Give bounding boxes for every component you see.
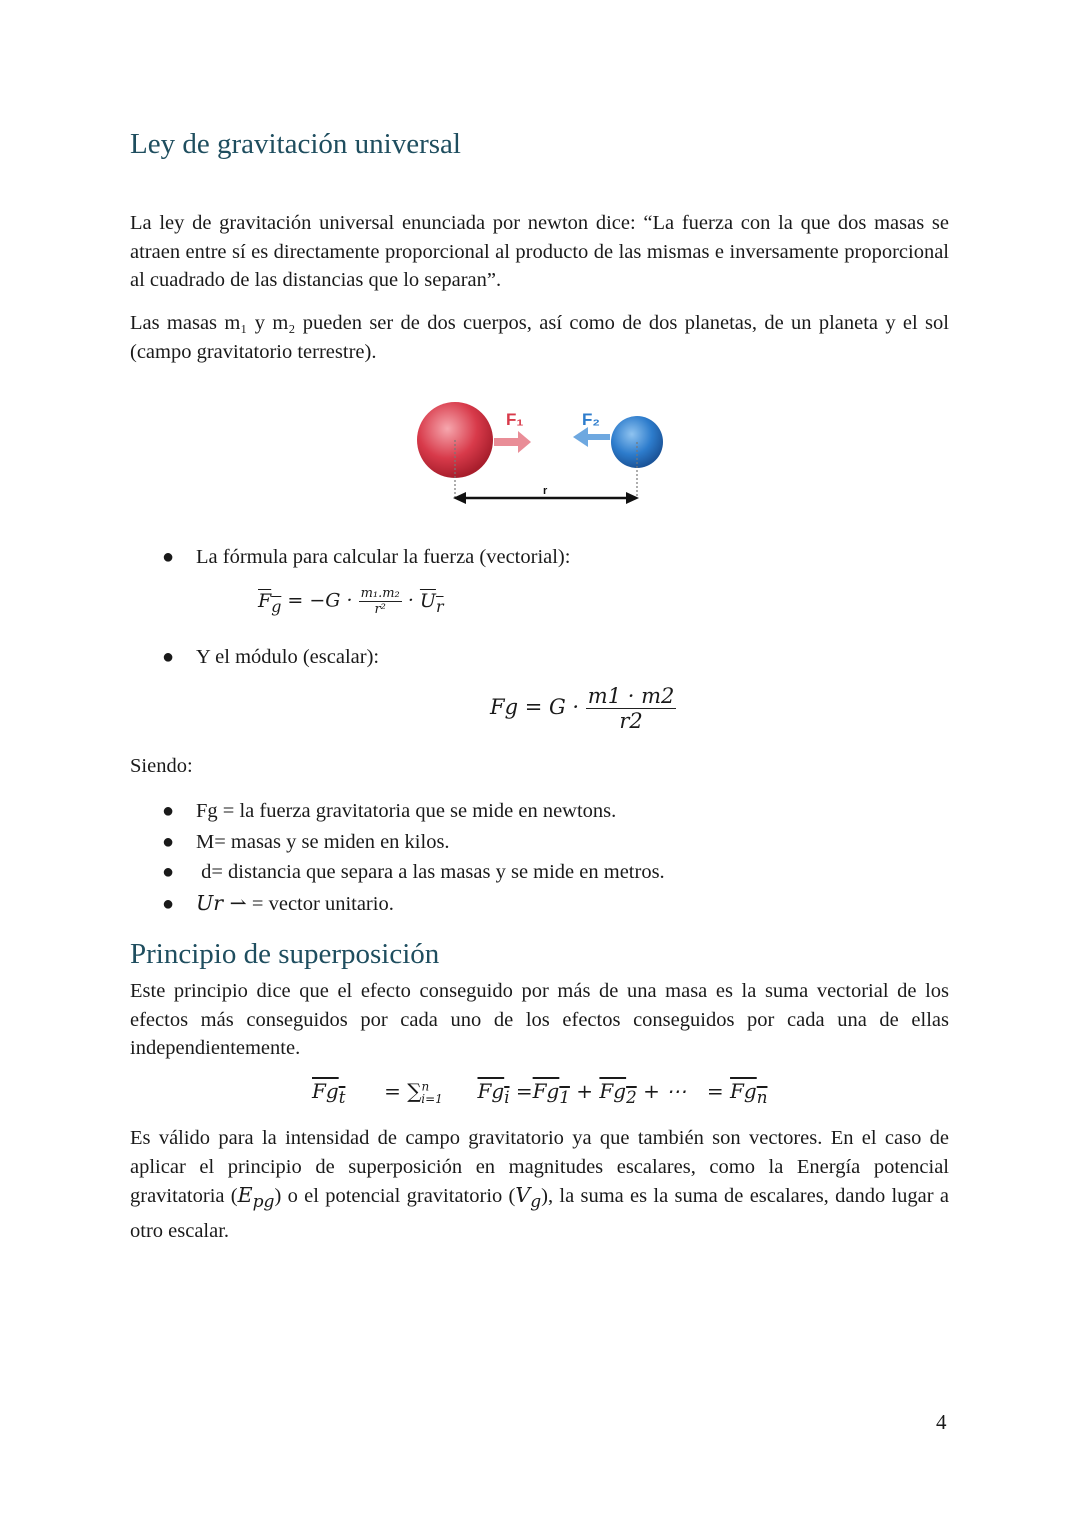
formula-dot: · — [407, 589, 414, 612]
formula-lhs: Fg = G · — [490, 695, 580, 719]
formula-fraction: $\frac{m1 \cdot m2}{r2}$ — [587, 684, 675, 733]
section-title-gravitacion: Ley de gravitación universal — [130, 128, 461, 160]
force-1-label: F₁ — [506, 410, 524, 429]
bullet-icon: ● — [162, 646, 175, 668]
definition-item: ● Ur ⇀ = vector unitario. — [162, 889, 394, 918]
distance-label: r — [543, 485, 548, 497]
gravitation-diagram — [410, 395, 672, 510]
force-2-arrow — [573, 427, 610, 447]
bullet-text: La fórmula para calcular la fuerza (vectorial): — [196, 546, 571, 568]
definition-item: ● d= distancia que separa a las masas y se mide en metros. — [162, 858, 665, 886]
formula-fg: $F_g$ — [258, 589, 282, 616]
formula-vector-force — [258, 586, 444, 617]
bullet-icon: ● — [162, 800, 175, 822]
force-2-label: F₂ — [582, 410, 600, 429]
bullet-formula-vectorial — [162, 543, 570, 571]
formula-fraction: $\frac{\text{m₁.m₂}}{\text{r²}}$ — [360, 586, 400, 617]
bullet-icon: ● — [162, 831, 175, 853]
paragraph-superposicion: Este principio dice que el efecto conseguido por más de una masa es la suma vectorial de los efectos más conseguidos por cada uno de los efectos conseguidos por cada una de ellas independientemente. — [130, 980, 949, 1059]
formula-ur: $U_r$ — [419, 589, 444, 616]
formula-superposition: $Fg_t = \sum^n_{i=1}$ $Fg_i =Fg_1 + Fg_2$ + ⋯ = $Fg_n$ — [312, 1079, 768, 1107]
paragraph-ley-newton: La ley de gravitación universal enunciada por newton dice: “La fuerza con la que dos masas se atraen entre sí es directamente proporcional al producto de las mismas e inversamente proporcional al cuadrado de las distancias que lo separan”. — [130, 212, 949, 291]
unit-vector-symbol: Ur ⇀ — [196, 891, 247, 915]
page-number: 4 — [936, 1410, 947, 1434]
section-title-superposicion: Principio de superposición — [130, 938, 440, 970]
force-1-arrow — [494, 431, 531, 453]
bullet-icon: ● — [162, 893, 175, 915]
formula-eq: = −G · — [287, 589, 353, 612]
paragraph-masas: Las masas m₁ y m₂ pueden ser de dos cuerpos, así como de dos planetas, de un planeta y el sol (campo gravitatorio terrestre). — [130, 312, 949, 363]
bullet-text: Y el módulo (escalar): — [196, 646, 380, 668]
definition-item: ● M= masas y se miden en kilos. — [162, 828, 450, 856]
paragraph-escalares: Es válido para la intensidad de campo gravitatorio ya que también son vectores. En el caso de aplicar el principio de superposición en magnitudes escalares, como la Energía potencial gravitatoria $(E_{pg})$ o el potencial gravitatorio $(V_g)$, la suma es la suma de escalares, dando lugar a otro escalar. — [130, 1127, 949, 1242]
bullet-icon: ● — [162, 546, 175, 568]
siendo-label: Siendo: — [130, 755, 193, 777]
formula-scalar-force — [490, 684, 676, 733]
bullet-modulo-escalar — [162, 643, 379, 671]
definition-item: ● Fg = la fuerza gravitatoria que se mide en newtons. — [162, 797, 616, 825]
bullet-icon: ● — [162, 861, 175, 883]
distance-arrow-right — [626, 492, 639, 504]
